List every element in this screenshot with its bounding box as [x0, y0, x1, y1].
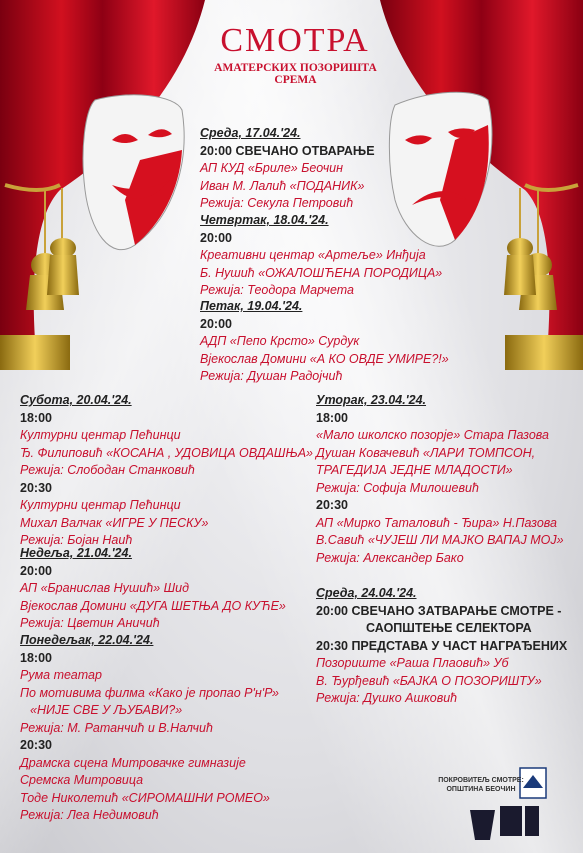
event-line: Иван М. Лалић «ПОДАНИК» [200, 178, 365, 193]
event-line: Режија: Александер Бако [316, 550, 464, 565]
event-time: 20:00 [200, 230, 232, 245]
event-time: 18:00 [20, 650, 52, 665]
event-line: Режија: Секула Петровић [200, 196, 354, 210]
event-time: 18:00 [20, 410, 52, 425]
schedule-day-6 [20, 632, 279, 825]
sponsor-line-2: ОПШТИНА БЕОЧИН [446, 786, 516, 793]
event-line: Режија: Леа Недимовић [20, 808, 159, 822]
event-line: Режија: Душан Радојчић [200, 369, 343, 383]
event-line: САОПШТЕЊЕ СЕЛЕКТОРА [366, 621, 532, 635]
event-line: Креативни центар «Артеље» Инђија [200, 248, 426, 262]
event-line: Вјекослав Домини «А КО ОВДЕ УМИРЕ?!» [200, 351, 449, 366]
schedule-day-5 [20, 545, 286, 633]
event-time: 20:30 [20, 480, 52, 495]
day-heading: Четвртак, 18.04.'24. [200, 213, 329, 227]
event-line: Режија: Цветин Аничић [20, 616, 160, 630]
day-heading: Понедељак, 22.04.'24. [20, 633, 154, 647]
schedule-day-3 [200, 298, 449, 386]
schedule-day-4 [20, 392, 313, 550]
event-time: 18:00 [316, 410, 348, 425]
right-fringe [505, 335, 583, 370]
schedule-day-8 [316, 585, 567, 708]
event-line: В. Ђурђевић «БАЈКА О ПОЗОРИШТУ» [316, 673, 542, 688]
day-heading: Среда, 24.04.'24. [316, 586, 417, 600]
event-line: Душан Ковачевић «ЛАРИ ТОМПСОН, [316, 445, 536, 460]
event-line: АП КУД «Бриле» Беочин [200, 161, 343, 175]
comedy-mask [83, 95, 184, 250]
event-line: АДП «Пепо Крсто» Сурдук [200, 334, 360, 348]
event-line: «Мало школско позорје» Стара Пазова [316, 428, 549, 442]
event-line: ТРАГЕДИЈА ЈЕДНЕ МЛАДОСТИ» [316, 463, 513, 477]
day-heading: Среда, 17.04.'24. [200, 126, 301, 140]
event-line: В.Савић «ЧУЈЕШ ЛИ МАЈКО ВАПАЈ МОЈ» [316, 533, 564, 547]
schedule-day-2 [200, 212, 442, 300]
event-line: Режија: Теодора Марчета [200, 283, 354, 297]
sponsor-text [436, 776, 526, 794]
event-line: Културни центар Пећинци [20, 428, 181, 442]
poster-title: СМОТРА [220, 22, 370, 59]
event-line: Вјекослав Домини «ДУГА ШЕТЊА ДО КУЋЕ» [20, 598, 286, 613]
event-time: 20:00 СВЕЧАНО ЗАТВАРАЊЕ СМОТРЕ - [316, 603, 562, 618]
day-heading: Субота, 20.04.'24. [20, 393, 132, 407]
event-time: 20:00 [200, 316, 232, 331]
event-line: Режија: Бојан Наић [20, 533, 133, 547]
day-heading: Петак, 19.04.'24. [200, 299, 303, 313]
event-line: Михал Валчак «ИГРЕ У ПЕСКУ» [20, 515, 209, 530]
event-line: Ђ. Филиповић «КОСАНА , УДОВИЦА ОВДАШЊА» [20, 445, 314, 460]
event-line: Културни центар Пећинци [20, 498, 181, 512]
event-line: Драмска сцена Митровачке гимназије [20, 755, 246, 770]
event-line: Режија: Душко Ашковић [316, 691, 458, 705]
event-line: АП «Мирко Таталовић - Ђира» Н.Пазова [316, 515, 557, 530]
day-heading: Недеља, 21.04.'24. [20, 546, 132, 560]
left-fringe [0, 335, 70, 370]
event-line: По мотивима филма «Како је пропао Р'н'Р» [20, 685, 279, 700]
event-line: Режија: М. Ратанчић и В.Налчић [20, 720, 213, 735]
event-line: Режија: Софија Милошевић [316, 480, 479, 495]
sponsor-line-1: ПОКРОВИТЕЉ СМОТРЕ: [438, 777, 524, 784]
event-time: 20:00 СВЕЧАНО ОТВАРАЊЕ [200, 143, 375, 158]
day-heading: Уторак, 23.04.'24. [316, 393, 427, 407]
event-line: Сремска Митровица [20, 773, 144, 787]
event-line: Рума театар [20, 668, 102, 682]
event-line: Б. Нушић «ОЖАЛОШЋЕНА ПОРОДИЦА» [200, 265, 443, 280]
schedule-day-7 [316, 392, 564, 567]
event-time: 20:30 ПРЕДСТАВА У ЧАСТ НАГРАЂЕНИХ [316, 638, 568, 653]
event-time: 20:00 [20, 563, 52, 578]
event-time: 20:30 [316, 498, 348, 512]
event-time: 20:30 [20, 738, 52, 752]
poster-subtitle: АМАТЕРСКИХ ПОЗОРИШТА СРЕМА [214, 62, 377, 86]
event-line: АП «Бранислав Нушић» Шид [20, 581, 190, 595]
event-line: Режија: Слободан Станковић [20, 463, 195, 477]
event-line: Позориште «Раша Плаовић» Уб [316, 656, 509, 670]
schedule-day-1 [200, 125, 375, 213]
event-line: Тоде Николетић «СИРОМАШНИ РОМЕО» [20, 790, 270, 805]
event-line: «НИЈЕ СВЕ У ЉУБАВИ?» [30, 703, 183, 717]
